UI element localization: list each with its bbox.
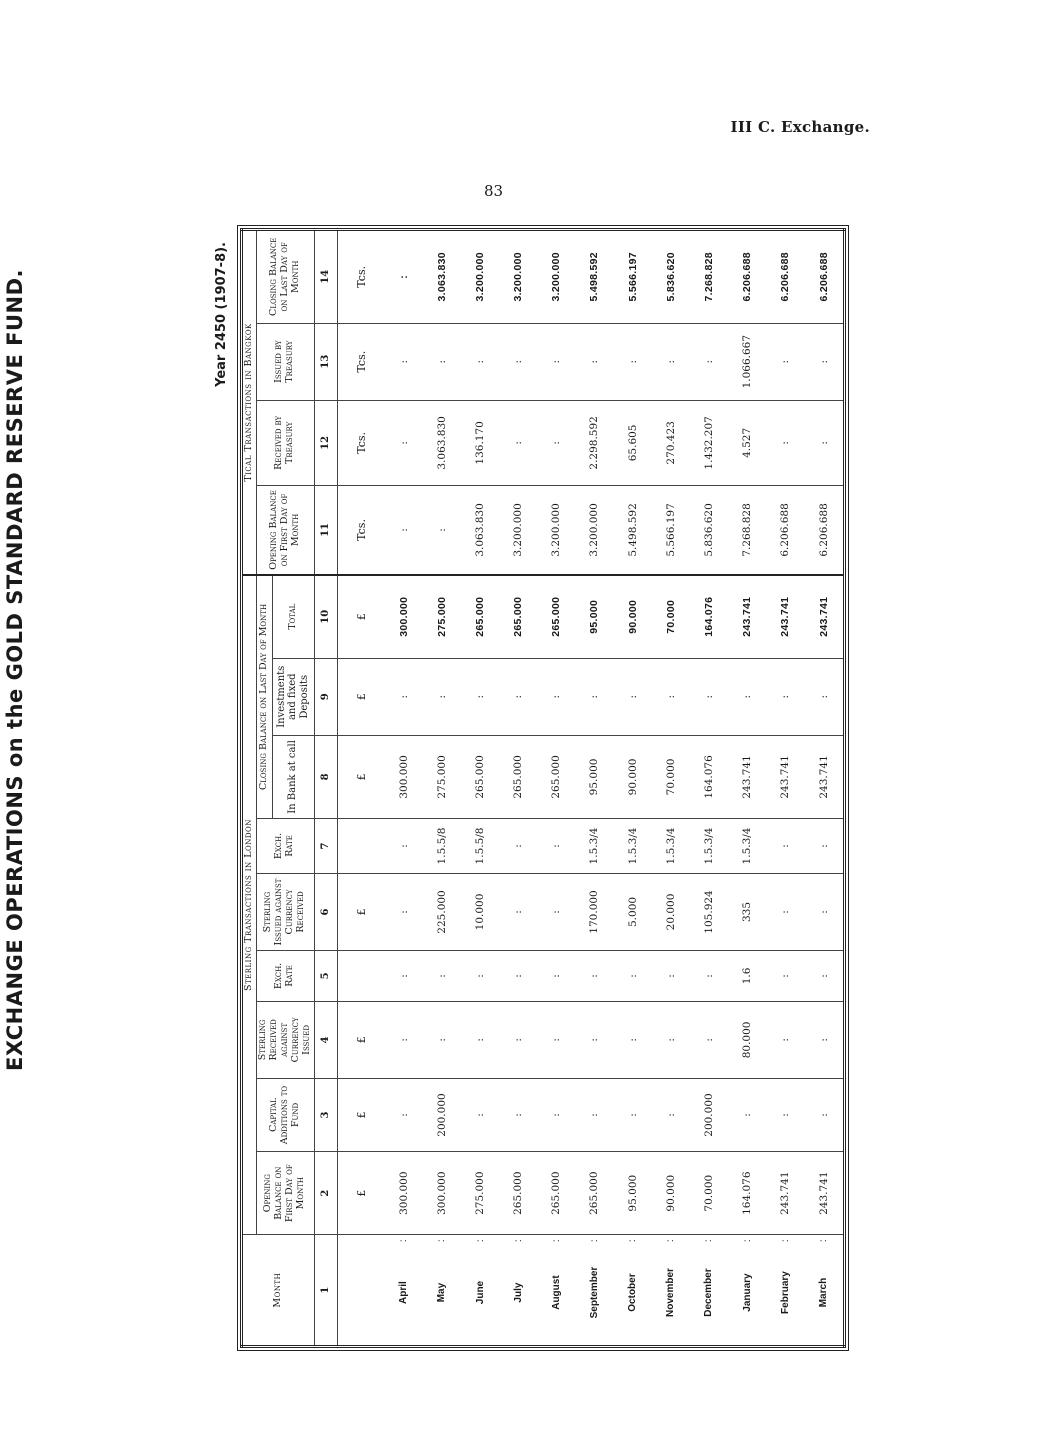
table-row bbox=[690, 230, 728, 1347]
cell-col-6: 225.000 bbox=[423, 873, 461, 950]
cell-col-12: 1.432.207 bbox=[690, 400, 728, 485]
cell-col-14: 6.206.688 bbox=[728, 230, 766, 324]
cell-col-8: 265.000 bbox=[461, 735, 499, 818]
cell-col-11: 3.200.000 bbox=[537, 486, 575, 575]
cell-col-3: : bbox=[804, 1078, 844, 1151]
cell-col-7: 1.5.5/8 bbox=[423, 819, 461, 874]
month-label: July bbox=[512, 1282, 524, 1303]
cell-col-13: : bbox=[766, 323, 804, 400]
cell-col-6: : bbox=[499, 873, 537, 950]
cell-col-14: 3.063.830 bbox=[423, 230, 461, 324]
colnum-12: 12 bbox=[314, 400, 337, 485]
cell-col-3: : bbox=[766, 1078, 804, 1151]
month-cell bbox=[804, 1235, 844, 1347]
table-row bbox=[575, 230, 613, 1347]
cell-col-5: : bbox=[385, 951, 423, 1002]
cell-col-9: : bbox=[614, 658, 652, 735]
cell-col-10: 243.741 bbox=[728, 575, 766, 658]
leader-dots: : bbox=[665, 1239, 677, 1243]
cell-col-10: 243.741 bbox=[804, 575, 844, 658]
cell-col-11: 5.498.592 bbox=[614, 486, 652, 575]
cell-col-8: 265.000 bbox=[499, 735, 537, 818]
unit-1 bbox=[337, 1235, 385, 1347]
unit-10: £ bbox=[337, 575, 385, 658]
leader-dots: : bbox=[550, 1239, 562, 1243]
cell-col-14: 6.206.688 bbox=[804, 230, 844, 324]
leader-dots: : bbox=[588, 1239, 600, 1243]
cell-col-13: : bbox=[385, 323, 423, 400]
cell-col-14: 5.566.197 bbox=[614, 230, 652, 324]
cell-col-6: 105.924 bbox=[690, 873, 728, 950]
month-cell bbox=[652, 1235, 690, 1347]
colnum-13: 13 bbox=[314, 323, 337, 400]
cell-col-5: : bbox=[690, 951, 728, 1002]
cell-col-13: : bbox=[537, 323, 575, 400]
leader-dots: : bbox=[627, 1239, 639, 1243]
cell-col-9: : bbox=[499, 658, 537, 735]
cell-col-13: : bbox=[614, 323, 652, 400]
table-row bbox=[423, 230, 461, 1347]
cell-col-7: : bbox=[499, 819, 537, 874]
cell-col-2: 300.000 bbox=[385, 1152, 423, 1235]
cell-col-8: 300.000 bbox=[385, 735, 423, 818]
leader-dots: : bbox=[818, 1239, 830, 1243]
table-row bbox=[766, 230, 804, 1347]
month-cell bbox=[537, 1235, 575, 1347]
unit-12: Tcs. bbox=[337, 400, 385, 485]
month-label: August bbox=[550, 1275, 562, 1310]
table-row bbox=[537, 230, 575, 1347]
cell-col-4: : bbox=[690, 1001, 728, 1078]
cell-col-2: 265.000 bbox=[575, 1152, 613, 1235]
cell-col-12: 2.298.592 bbox=[575, 400, 613, 485]
cell-col-2: 90.000 bbox=[652, 1152, 690, 1235]
month-cell bbox=[690, 1235, 728, 1347]
cell-col-12: 4.527 bbox=[728, 400, 766, 485]
leader-dots: : bbox=[779, 1239, 791, 1243]
header-col-2: Opening Balance on First Day of Month bbox=[256, 1152, 314, 1235]
cell-col-2: 95.000 bbox=[614, 1152, 652, 1235]
cell-col-12: : bbox=[766, 400, 804, 485]
table-row bbox=[461, 230, 499, 1347]
cell-col-4: 80.000 bbox=[728, 1001, 766, 1078]
cell-col-5: : bbox=[575, 951, 613, 1002]
month-label: October bbox=[627, 1273, 639, 1312]
cell-col-9: : bbox=[423, 658, 461, 735]
cell-col-12: : bbox=[385, 400, 423, 485]
cell-col-11: 6.206.688 bbox=[766, 486, 804, 575]
cell-col-3: : bbox=[728, 1078, 766, 1151]
month-cell bbox=[728, 1235, 766, 1347]
unit-4: £ bbox=[337, 1001, 385, 1078]
cell-col-3: : bbox=[614, 1078, 652, 1151]
cell-col-13: : bbox=[423, 323, 461, 400]
colnum-8: 8 bbox=[314, 735, 337, 818]
cell-col-5: 1.6 bbox=[728, 951, 766, 1002]
colnum-7: 7 bbox=[314, 819, 337, 874]
table-row bbox=[728, 230, 766, 1347]
cell-col-3: : bbox=[461, 1078, 499, 1151]
cell-col-2: 300.000 bbox=[423, 1152, 461, 1235]
unit-13: Tcs. bbox=[337, 323, 385, 400]
cell-col-2: 243.741 bbox=[804, 1152, 844, 1235]
cell-col-9: : bbox=[766, 658, 804, 735]
cell-col-7: 1.5.3/4 bbox=[614, 819, 652, 874]
cell-col-13: : bbox=[461, 323, 499, 400]
cell-col-11: 6.206.688 bbox=[804, 486, 844, 575]
cell-col-11: : bbox=[423, 486, 461, 575]
month-label: December bbox=[703, 1268, 715, 1317]
month-label: April bbox=[398, 1281, 410, 1304]
cell-col-2: 265.000 bbox=[537, 1152, 575, 1235]
colnum-2: 2 bbox=[314, 1152, 337, 1235]
cell-col-7: 1.5.3/4 bbox=[728, 819, 766, 874]
month-label: January bbox=[741, 1273, 753, 1312]
cell-col-7: 1.5.3/4 bbox=[690, 819, 728, 874]
cell-col-6: : bbox=[385, 873, 423, 950]
month-label: September bbox=[588, 1266, 600, 1319]
cell-col-3: 200.000 bbox=[423, 1078, 461, 1151]
cell-col-6: : bbox=[804, 873, 844, 950]
unit-9: £ bbox=[337, 658, 385, 735]
cell-col-14: 7.268.828 bbox=[690, 230, 728, 324]
cell-col-10: 90.000 bbox=[614, 575, 652, 658]
cell-col-11: 3.200.000 bbox=[499, 486, 537, 575]
colnum-11: 11 bbox=[314, 486, 337, 575]
unit-row bbox=[337, 230, 385, 1347]
cell-col-8: 243.741 bbox=[804, 735, 844, 818]
cell-col-7: 1.5.3/4 bbox=[652, 819, 690, 874]
cell-col-4: : bbox=[461, 1001, 499, 1078]
cell-col-2: 265.000 bbox=[499, 1152, 537, 1235]
cell-col-14: 6.206.688 bbox=[766, 230, 804, 324]
table-row bbox=[614, 230, 652, 1347]
cell-col-10: 70.000 bbox=[652, 575, 690, 658]
year-label: Year 2450 (1907-8). bbox=[214, 242, 229, 387]
header-col-5: Exch. Rate bbox=[256, 951, 314, 1002]
cell-col-4: : bbox=[804, 1001, 844, 1078]
colnum-4: 4 bbox=[314, 1001, 337, 1078]
cell-col-10: 275.000 bbox=[423, 575, 461, 658]
leader-dots: : bbox=[703, 1239, 715, 1243]
cell-col-6: : bbox=[537, 873, 575, 950]
cell-col-5: : bbox=[804, 951, 844, 1002]
cell-col-14: 3.200.000 bbox=[499, 230, 537, 324]
cell-col-12: : bbox=[804, 400, 844, 485]
cell-col-5: : bbox=[499, 951, 537, 1002]
cell-col-10: 164.076 bbox=[690, 575, 728, 658]
unit-7 bbox=[337, 819, 385, 874]
table-row bbox=[385, 230, 423, 1347]
cell-col-13: : bbox=[575, 323, 613, 400]
cell-col-10: 265.000 bbox=[537, 575, 575, 658]
header-col-9: Investments and fixed Deposits bbox=[272, 658, 314, 735]
cell-col-10: 265.000 bbox=[499, 575, 537, 658]
cell-col-4: : bbox=[423, 1001, 461, 1078]
header-col-10: Total bbox=[272, 575, 314, 658]
rotated-table-stage bbox=[214, 228, 840, 1348]
cell-col-13: : bbox=[804, 323, 844, 400]
cell-col-6: 5.000 bbox=[614, 873, 652, 950]
colnum-3: 3 bbox=[314, 1078, 337, 1151]
colnum-9: 9 bbox=[314, 658, 337, 735]
cell-col-6: : bbox=[766, 873, 804, 950]
cell-col-4: : bbox=[766, 1001, 804, 1078]
cell-col-12: : bbox=[499, 400, 537, 485]
leader-dots: : bbox=[741, 1239, 753, 1243]
colnum-14: 14 bbox=[314, 230, 337, 324]
title-block bbox=[0, 220, 80, 1120]
exchange-operations-table bbox=[240, 228, 846, 1348]
unit-8: £ bbox=[337, 735, 385, 818]
colnum-1: 1 bbox=[314, 1235, 337, 1347]
month-cell bbox=[423, 1235, 461, 1347]
table-row bbox=[499, 230, 537, 1347]
month-label: March bbox=[818, 1277, 830, 1308]
cell-col-5: : bbox=[614, 951, 652, 1002]
header-col-4: Sterling Received against Currency Issued bbox=[256, 1001, 314, 1078]
cell-col-9: : bbox=[728, 658, 766, 735]
cell-col-7: : bbox=[804, 819, 844, 874]
cell-col-8: 265.000 bbox=[537, 735, 575, 818]
month-cell bbox=[766, 1235, 804, 1347]
cell-col-10: 243.741 bbox=[766, 575, 804, 658]
cell-col-3: : bbox=[652, 1078, 690, 1151]
cell-col-12: 270.423 bbox=[652, 400, 690, 485]
cell-col-11: 7.268.828 bbox=[728, 486, 766, 575]
unit-2: £ bbox=[337, 1152, 385, 1235]
cell-col-10: 300.000 bbox=[385, 575, 423, 658]
cell-col-11: 5.836.620 bbox=[690, 486, 728, 575]
cell-col-7: : bbox=[385, 819, 423, 874]
cell-col-7: 1.5.3/4 bbox=[575, 819, 613, 874]
cell-col-14: : bbox=[385, 230, 423, 324]
cell-col-11: 3.200.000 bbox=[575, 486, 613, 575]
header-col-12: Received by Treasury bbox=[256, 400, 314, 485]
cell-col-6: 170.000 bbox=[575, 873, 613, 950]
cell-col-2: 275.000 bbox=[461, 1152, 499, 1235]
cell-col-13: : bbox=[690, 323, 728, 400]
header-col-6: Sterling Issued against Currency Received bbox=[256, 873, 314, 950]
header-col-14: Closing Balance on Last Day of Month bbox=[256, 230, 314, 324]
cell-col-10: 95.000 bbox=[575, 575, 613, 658]
cell-col-4: : bbox=[499, 1001, 537, 1078]
header-col-8: In Bank at call bbox=[272, 735, 314, 818]
cell-col-12: 65.605 bbox=[614, 400, 652, 485]
header-col-3: Capital Additions to Fund bbox=[256, 1078, 314, 1151]
month-label: November bbox=[665, 1268, 677, 1317]
cell-col-8: 243.741 bbox=[766, 735, 804, 818]
month-label: February bbox=[779, 1271, 791, 1314]
cell-col-8: 164.076 bbox=[690, 735, 728, 818]
header-col-11: Opening Balance on First Day of Month bbox=[256, 486, 314, 575]
table-row bbox=[652, 230, 690, 1347]
unit-3: £ bbox=[337, 1078, 385, 1151]
month-cell bbox=[614, 1235, 652, 1347]
cell-col-9: : bbox=[652, 658, 690, 735]
cell-col-13: : bbox=[652, 323, 690, 400]
cell-col-6: 10.000 bbox=[461, 873, 499, 950]
cell-col-3: : bbox=[575, 1078, 613, 1151]
leader-dots: : bbox=[512, 1239, 524, 1243]
cell-col-8: 95.000 bbox=[575, 735, 613, 818]
table-row bbox=[804, 230, 844, 1347]
header-month: Month bbox=[242, 1235, 315, 1347]
cell-col-4: : bbox=[575, 1001, 613, 1078]
cell-col-10: 265.000 bbox=[461, 575, 499, 658]
cell-col-13: 1.066.667 bbox=[728, 323, 766, 400]
cell-col-3: 200.000 bbox=[690, 1078, 728, 1151]
cell-col-12: : bbox=[537, 400, 575, 485]
month-label: May bbox=[436, 1282, 448, 1303]
page-number: 83 bbox=[484, 182, 504, 200]
header-col-13: Issued by Treasury bbox=[256, 323, 314, 400]
colnum-5: 5 bbox=[314, 951, 337, 1002]
leader-dots: : bbox=[398, 1239, 410, 1243]
cell-col-14: 3.200.000 bbox=[537, 230, 575, 324]
cell-col-9: : bbox=[461, 658, 499, 735]
cell-col-4: : bbox=[537, 1001, 575, 1078]
leader-dots: : bbox=[436, 1239, 448, 1243]
cell-col-2: 70.000 bbox=[690, 1152, 728, 1235]
cell-col-8: 243.741 bbox=[728, 735, 766, 818]
month-label: June bbox=[474, 1280, 486, 1305]
cell-col-12: 3.063.830 bbox=[423, 400, 461, 485]
header-col-7: Exch. Rate bbox=[256, 819, 314, 874]
cell-col-11: 5.566.197 bbox=[652, 486, 690, 575]
group-bangkok: Tical Transactions in Bangkok bbox=[242, 230, 257, 575]
cell-col-3: : bbox=[537, 1078, 575, 1151]
cell-col-14: 5.498.592 bbox=[575, 230, 613, 324]
cell-col-11: : bbox=[385, 486, 423, 575]
cell-col-9: : bbox=[690, 658, 728, 735]
cell-col-8: 275.000 bbox=[423, 735, 461, 818]
month-cell bbox=[575, 1235, 613, 1347]
cell-col-14: 3.200.000 bbox=[461, 230, 499, 324]
cell-col-5: : bbox=[537, 951, 575, 1002]
cell-col-2: 164.076 bbox=[728, 1152, 766, 1235]
cell-col-7: : bbox=[537, 819, 575, 874]
colnum-6: 6 bbox=[314, 873, 337, 950]
cell-col-3: : bbox=[499, 1078, 537, 1151]
cell-col-2: 243.741 bbox=[766, 1152, 804, 1235]
group-london: Sterling Transactions in London bbox=[242, 575, 257, 1235]
cell-col-3: : bbox=[385, 1078, 423, 1151]
cell-col-9: : bbox=[575, 658, 613, 735]
cell-col-12: 136.170 bbox=[461, 400, 499, 485]
cell-col-7: : bbox=[766, 819, 804, 874]
cell-col-4: : bbox=[614, 1001, 652, 1078]
group-closing-london: Closing Balance on Last Day of Month bbox=[256, 575, 272, 819]
unit-5 bbox=[337, 951, 385, 1002]
unit-6: £ bbox=[337, 873, 385, 950]
month-cell bbox=[461, 1235, 499, 1347]
cell-col-5: : bbox=[461, 951, 499, 1002]
cell-col-8: 70.000 bbox=[652, 735, 690, 818]
month-cell bbox=[499, 1235, 537, 1347]
leader-dots: : bbox=[474, 1239, 486, 1243]
cell-col-9: : bbox=[537, 658, 575, 735]
cell-col-5: : bbox=[423, 951, 461, 1002]
cell-col-9: : bbox=[385, 658, 423, 735]
cell-col-4: : bbox=[385, 1001, 423, 1078]
cell-col-8: 90.000 bbox=[614, 735, 652, 818]
cell-col-5: : bbox=[652, 951, 690, 1002]
table-body bbox=[337, 230, 845, 1347]
section-heading: III C. Exchange. bbox=[730, 118, 870, 136]
cell-col-6: 335 bbox=[728, 873, 766, 950]
cell-col-9: : bbox=[804, 658, 844, 735]
cell-col-13: : bbox=[499, 323, 537, 400]
cell-col-11: 3.063.830 bbox=[461, 486, 499, 575]
colnum-10: 10 bbox=[314, 575, 337, 658]
table-title: EXCHANGE OPERATIONS on the GOLD STANDARD RESERVE FUND. bbox=[3, 269, 27, 1072]
cell-col-6: 20.000 bbox=[652, 873, 690, 950]
cell-col-14: 5.836.620 bbox=[652, 230, 690, 324]
unit-11: Tcs. bbox=[337, 486, 385, 575]
cell-col-5: : bbox=[766, 951, 804, 1002]
cell-col-4: : bbox=[652, 1001, 690, 1078]
month-cell bbox=[385, 1235, 423, 1347]
unit-14: Tcs. bbox=[337, 230, 385, 324]
cell-col-7: 1.5.5/8 bbox=[461, 819, 499, 874]
